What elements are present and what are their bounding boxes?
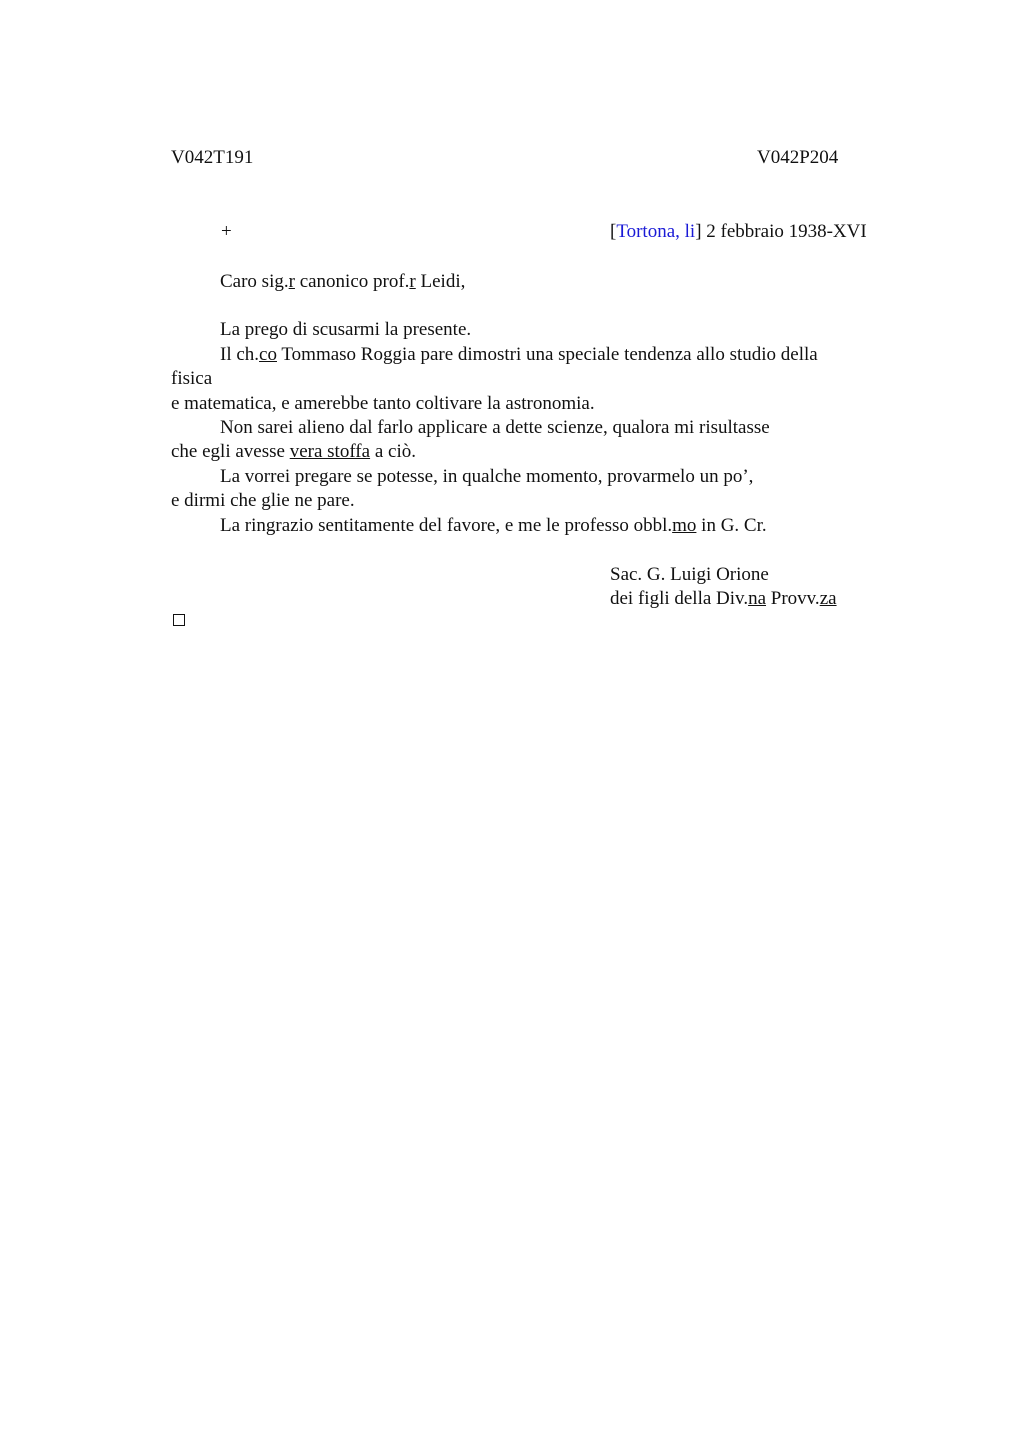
date-place: Tortona, li (616, 221, 696, 242)
date-bracket-close: ] (695, 221, 702, 242)
salutation-abbrev: r (288, 271, 295, 292)
body-text: Tommaso Roggia pare dimostri una speciale tendenza allo studio della (276, 344, 818, 365)
body-line: Non sarei alieno dal farlo applicare a dette scienze, qualora mi risultasse (220, 417, 770, 438)
signature-text: dei figli della Div. (610, 588, 749, 609)
salutation (220, 270, 465, 294)
empty-square-icon (173, 614, 185, 626)
body-line (171, 440, 416, 464)
body-line: La vorrei pregare se potesse, in qualche momento, provarmelo un po’, (220, 466, 754, 487)
body-line (220, 343, 818, 367)
signature-abbrev: za (819, 588, 837, 609)
signature-abbrev: na (748, 588, 767, 609)
body-text: in G. Cr. (696, 515, 767, 536)
body-text: che egli avesse (171, 441, 290, 462)
body-text: La ringrazio sentitamente del favore, e me le professo obbl. (220, 515, 673, 536)
body-abbrev: co (259, 344, 277, 365)
cross-mark: + (221, 221, 232, 242)
header-right-code: V042P204 (757, 147, 839, 168)
salutation-part: canonico prof. (294, 271, 410, 292)
salutation-abbrev: r (409, 271, 416, 292)
letter-date (610, 220, 867, 244)
body-line: e matematica, e amerebbe tanto coltivare la astronomia. (171, 393, 595, 414)
body-line: e dirmi che glie ne pare. (171, 490, 355, 511)
date-bracket-open: [ (610, 221, 617, 242)
header-left-code: V042T191 (171, 147, 254, 168)
signature-name: Sac. G. Luigi Orione (610, 564, 769, 585)
body-line: fisica (171, 368, 213, 389)
body-line: La prego di scusarmi la presente. (220, 319, 472, 340)
date-text: 2 febbraio 1938-XVI (701, 221, 867, 242)
body-text: Il ch. (220, 344, 260, 365)
signature-text: Provv. (766, 588, 820, 609)
salutation-part: Caro sig. (220, 271, 289, 292)
body-underlined: vera stoffa (289, 441, 371, 462)
body-text: a ciò. (370, 441, 416, 462)
body-line (220, 514, 767, 538)
salutation-part: Leidi, (415, 271, 466, 292)
signature-title (610, 587, 837, 611)
body-abbrev: mo (672, 515, 697, 536)
